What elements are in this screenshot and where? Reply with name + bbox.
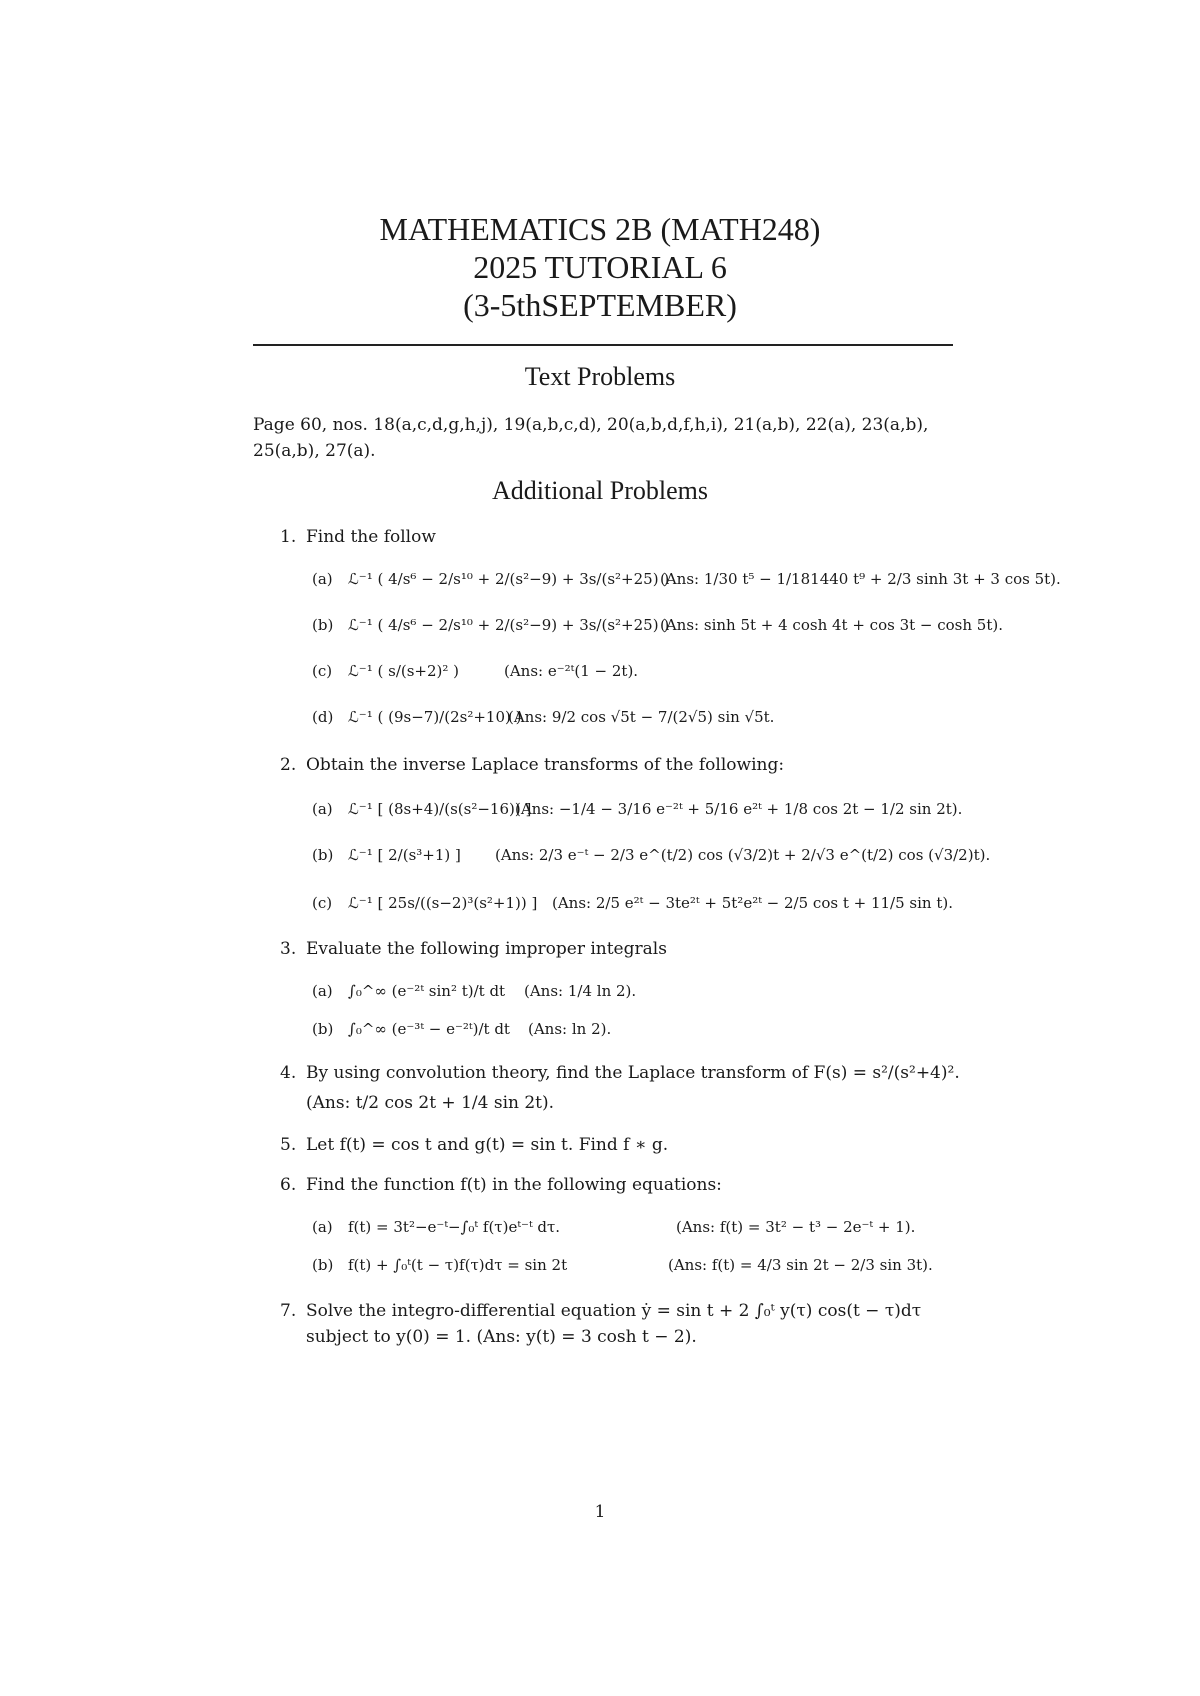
q2-part-b-answer: (Ans: 2/3 e⁻ᵗ − 2/3 e^(t/2) cos (√3/2)t + 2/√3 e^(t/2) cos (√3/2)t). bbox=[495, 846, 991, 864]
q1-part-b: (b) ℒ⁻¹ ( 4/s⁶ − 2/s¹⁰ + 2/(s²−9) + 3s/(s²+25) ) bbox=[312, 616, 670, 634]
question-4: 4. By using convolution theory, find the Laplace transform of F(s) = s²/(s²+4)². bbox=[280, 1063, 960, 1083]
question-2: 2. Obtain the inverse Laplace transforms of the following: bbox=[280, 755, 785, 775]
q2-part-b: (b) ℒ⁻¹ [ 2/(s³+1) ] bbox=[312, 846, 461, 864]
q3-part-b-answer: (Ans: ln 2). bbox=[528, 1020, 612, 1038]
title-line-3: (3-5thSEPTEMBER) bbox=[463, 287, 737, 323]
title-rule bbox=[253, 344, 953, 346]
q2-part-a: (a) ℒ⁻¹ [ (8s+4)/(s(s²−16)) ] bbox=[312, 800, 532, 818]
title-line-1: MATHEMATICS 2B (MATH248) bbox=[379, 211, 821, 247]
q3-part-a-answer: (Ans: 1/4 ln 2). bbox=[524, 982, 637, 1000]
question-1: 1. Find the follow bbox=[280, 527, 436, 547]
text-problems-body: Page 60, nos. 18(a,c,d,g,h,j), 19(a,b,c,d), 20(a,b,d,f,h,i), 21(a,b), 22(a), 23(a,b), 25(a,b), 27(a). bbox=[253, 415, 929, 461]
q1-part-d-answer: (Ans: 9/2 cos √5t − 7/(2√5) sin √5t. bbox=[508, 708, 775, 726]
q1-part-c: (c) ℒ⁻¹ ( s/(s+2)² ) bbox=[312, 662, 460, 680]
text-problems-heading: Text Problems bbox=[524, 362, 676, 391]
question-5: 5. Let f(t) = cos t and g(t) = sin t. Find f ∗ g. bbox=[280, 1135, 669, 1155]
additional-problems-heading: Additional Problems bbox=[492, 476, 708, 505]
page-number: 1 bbox=[594, 1502, 606, 1522]
q1-part-d: (d) ℒ⁻¹ ( (9s−7)/(2s²+10) ) bbox=[312, 708, 522, 726]
question-7: 7. Solve the integro-differential equation ẏ = sin t + 2 ∫₀ᵗ y(τ) cos(t − τ)dτ bbox=[280, 1301, 922, 1321]
q6-part-a-answer: (Ans: f(t) = 3t² − t³ − 2e⁻ᵗ + 1). bbox=[676, 1218, 916, 1236]
q2-part-c: (c) ℒ⁻¹ [ 25s/((s−2)³(s²+1)) ] bbox=[312, 894, 538, 912]
q2-part-c-answer: (Ans: 2/5 e²ᵗ − 3te²ᵗ + 5t²e²ᵗ − 2/5 cos t + 11/5 sin t). bbox=[552, 894, 953, 912]
q2-part-a-answer: (Ans: −1/4 − 3/16 e⁻²ᵗ + 5/16 e²ᵗ + 1/8 cos 2t − 1/2 sin 2t). bbox=[515, 800, 963, 818]
q6-part-b: (b) f(t) + ∫₀ᵗ(t − τ)f(τ)dτ = sin 2t bbox=[312, 1256, 568, 1274]
q7-line-2: subject to y(0) = 1. (Ans: y(t) = 3 cosh t − 2). bbox=[306, 1327, 697, 1347]
q6-part-b-answer: (Ans: f(t) = 4/3 sin 2t − 2/3 sin 3t). bbox=[668, 1256, 933, 1274]
q1-part-a: (a) ℒ⁻¹ ( 4/s⁶ − 2/s¹⁰ + 2/(s²−9) + 3s/(s²+25) ) bbox=[312, 570, 670, 588]
q1-part-a-answer: (Ans: 1/30 t⁵ − 1/181440 t⁹ + 2/3 sinh 3t + 3 cos 5t). bbox=[660, 570, 1061, 588]
q6-part-a: (a) f(t) = 3t²−e⁻ᵗ−∫₀ᵗ f(τ)eᵗ⁻ᵗ dτ. bbox=[312, 1218, 561, 1236]
q4-answer: (Ans: t/2 cos 2t + 1/4 sin 2t). bbox=[306, 1093, 555, 1113]
document-title bbox=[0, 210, 1200, 324]
q3-part-a: (a) ∫₀^∞ (e⁻²ᵗ sin² t)/t dt bbox=[312, 982, 506, 1000]
q3-part-b: (b) ∫₀^∞ (e⁻³ᵗ − e⁻²ᵗ)/t dt bbox=[312, 1020, 510, 1038]
question-6: 6. Find the function f(t) in the following equations: bbox=[280, 1175, 722, 1195]
q1-part-b-answer: (Ans: sinh 5t + 4 cosh 4t + cos 3t − cosh 5t). bbox=[660, 616, 1003, 634]
q1-part-c-answer: (Ans: e⁻²ᵗ(1 − 2t). bbox=[504, 662, 639, 680]
question-3: 3. Evaluate the following improper integrals bbox=[280, 939, 667, 959]
title-line-2: 2025 TUTORIAL 6 bbox=[473, 249, 727, 285]
